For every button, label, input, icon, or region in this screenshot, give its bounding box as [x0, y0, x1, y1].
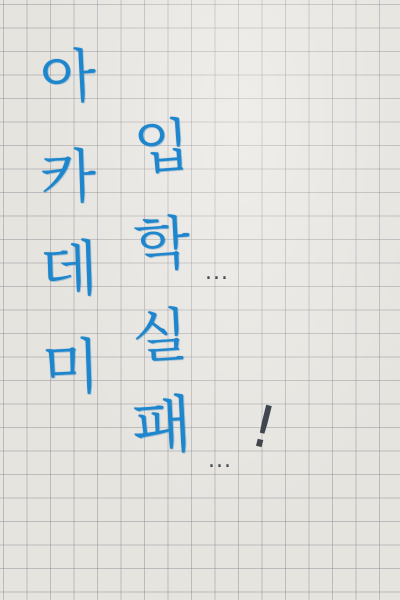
char-mi: 미: [40, 332, 102, 404]
char-ka: 카: [38, 142, 98, 212]
ellipsis-after-hak: ...: [205, 260, 229, 285]
exclamation-mark: !: [244, 391, 284, 463]
char-ip: 입: [131, 111, 193, 183]
char-de: 데: [38, 234, 100, 306]
char-hak: 학: [132, 208, 192, 280]
char-sil: 실: [130, 300, 190, 372]
ellipsis-after-pae: ...: [208, 448, 232, 473]
char-a: 아: [38, 41, 98, 113]
char-pae: 패: [130, 387, 194, 464]
